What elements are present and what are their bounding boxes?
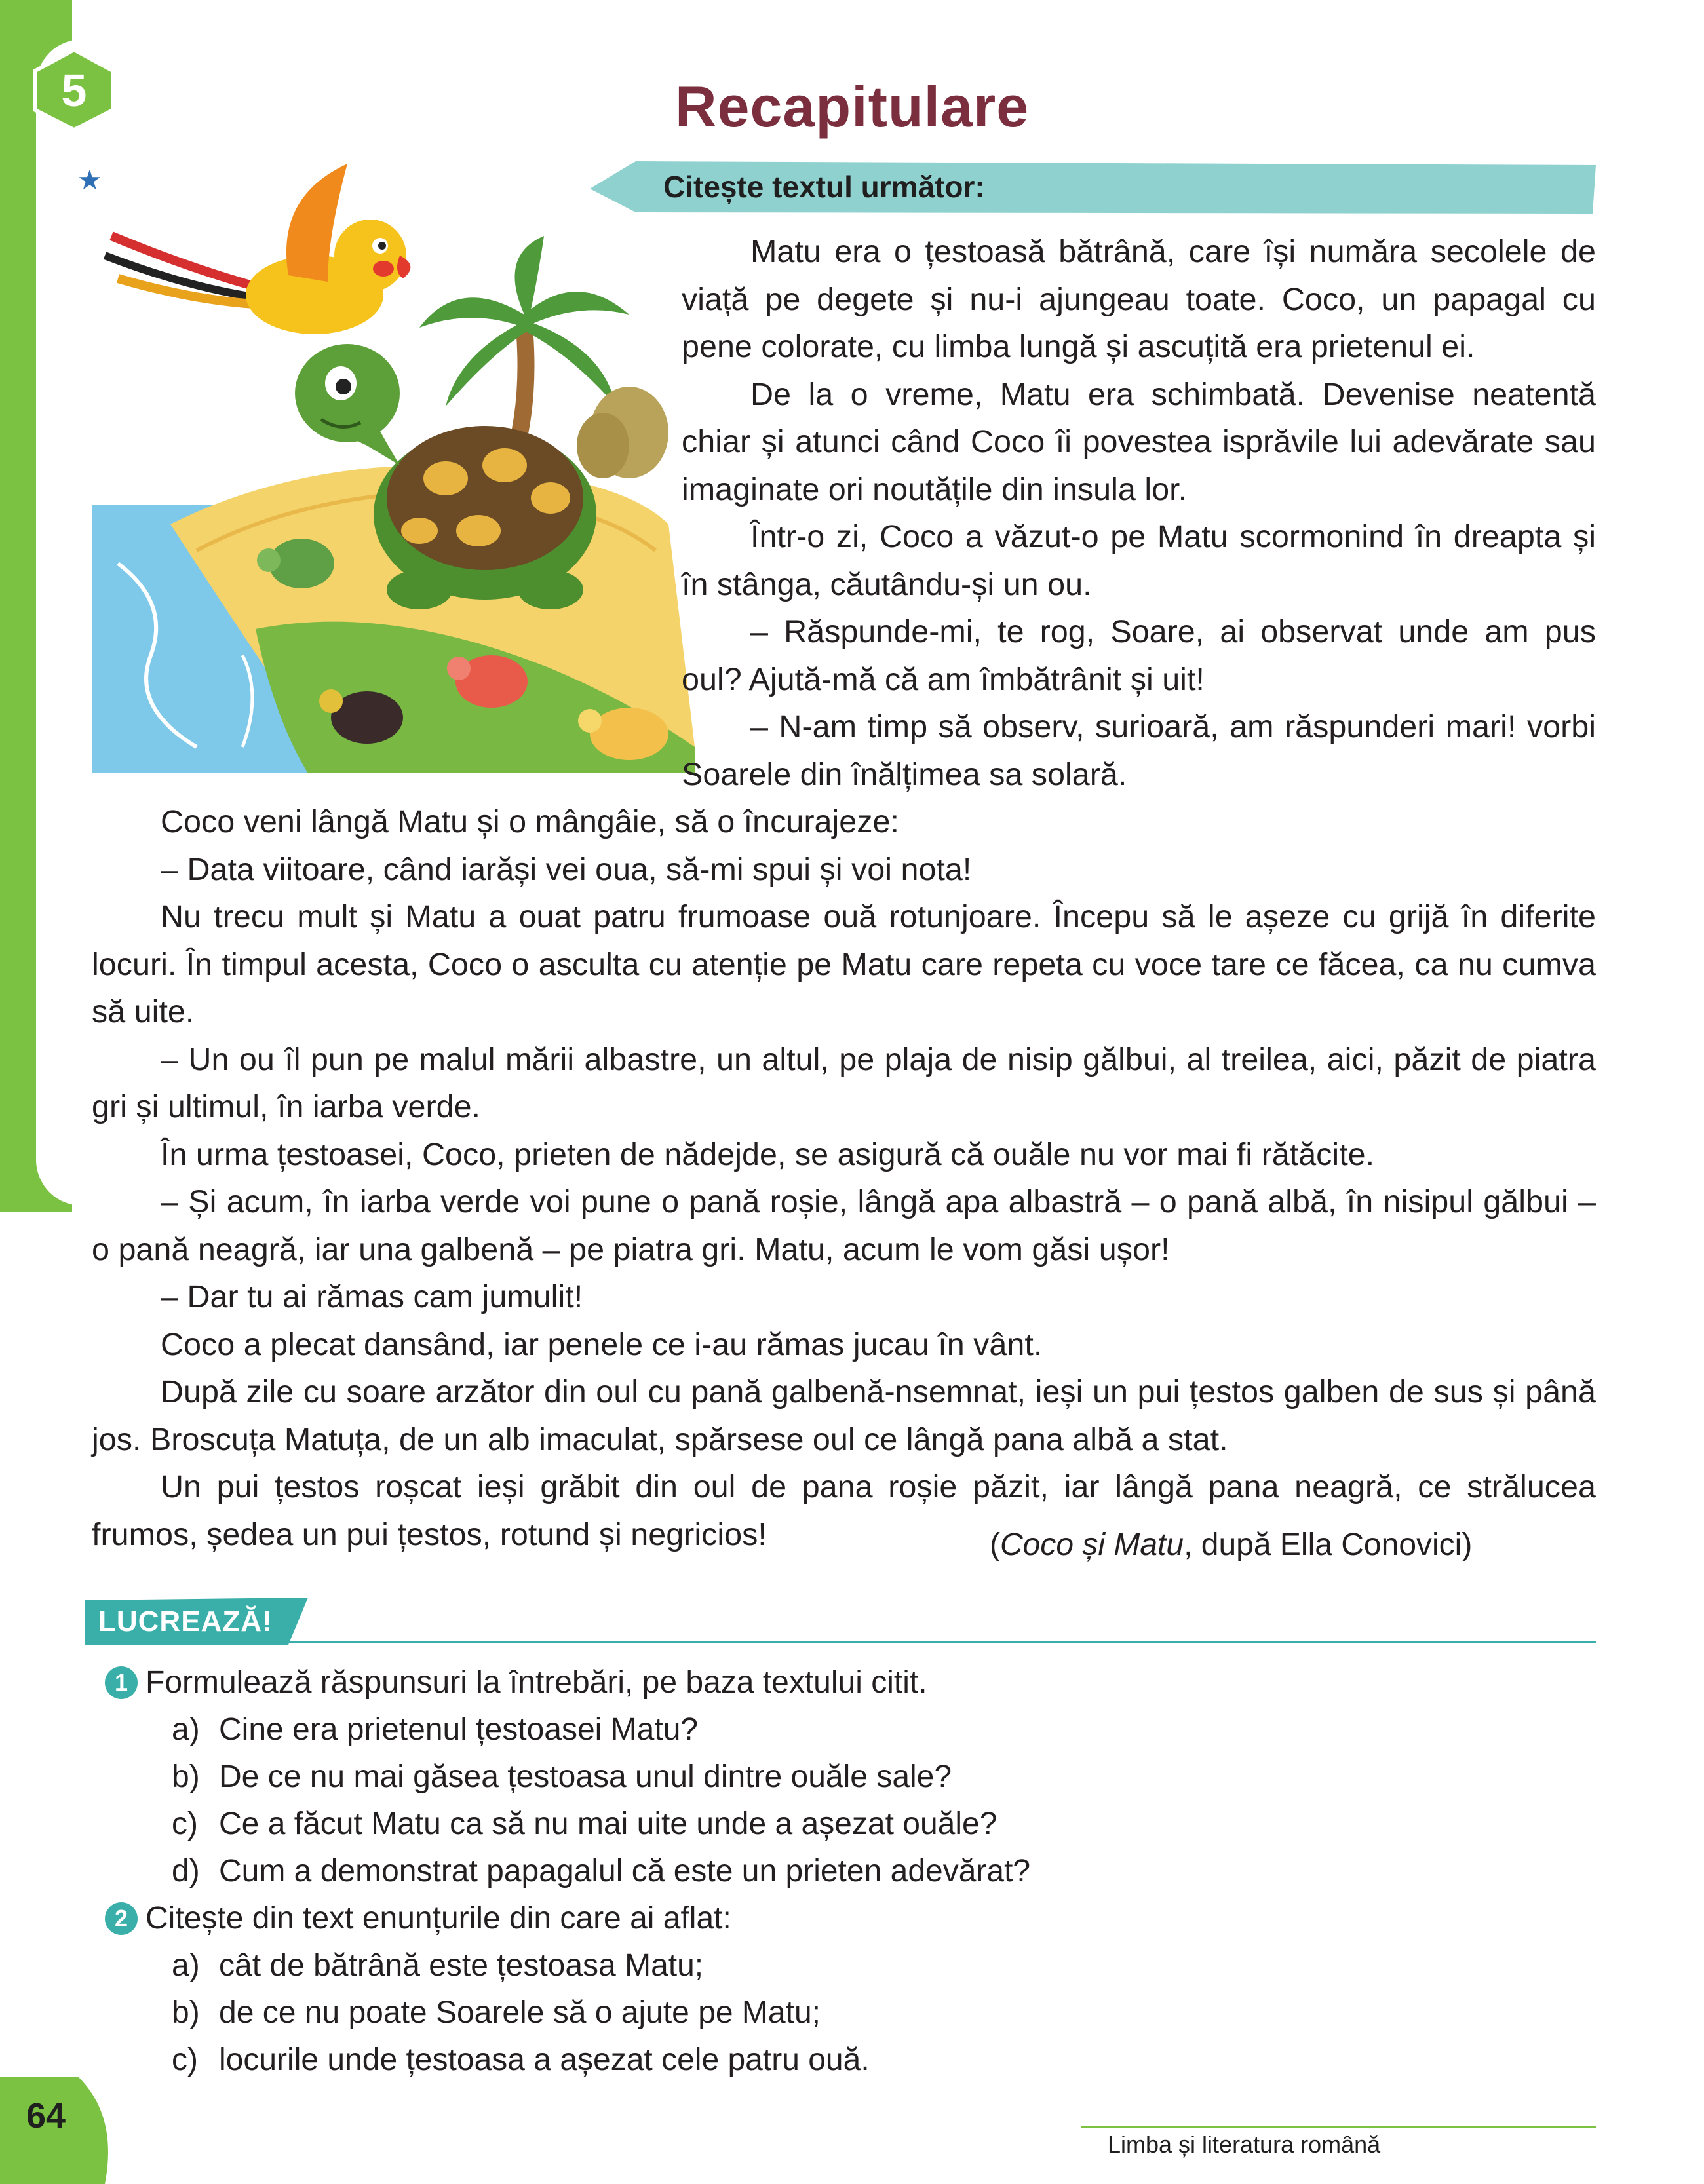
item-label: b) xyxy=(172,1995,200,2030)
item-text: cât de bătrână este țestoasa Matu; xyxy=(219,1948,704,1983)
story-paragraph: – Dar tu ai rămas cam jumulit! xyxy=(161,1279,583,1314)
instruction-text: Citește textul următor: xyxy=(663,170,985,204)
item-text: de ce nu poate Soarele să o ajute pe Matu; xyxy=(219,1995,821,2030)
exercise-2-item-b xyxy=(172,1989,821,2037)
item-text: Cine era prietenul țestoasei Matu? xyxy=(219,1712,699,1747)
citation-author: , după Ella Conovici) xyxy=(1184,1527,1473,1562)
story-paragraph: După zile cu soare arzător din oul cu pană galbenă-nsemnat, ieși un pui țestos galben de sus și până jos. Broscuța Matuța, de un alb imaculat, spărsese oul ce lângă pana albă a stat. xyxy=(92,1374,1596,1457)
item-text: De ce nu mai găsea țestoasa unul dintre ouăle sale? xyxy=(219,1759,952,1794)
story-text-full-width xyxy=(92,798,1596,1558)
story-paragraph: – N-am timp să observ, surioară, am răspunderi mari! vorbi Soarele din înălțimea sa solară. xyxy=(682,709,1596,792)
story-paragraph: Coco veni lângă Matu și o mângâie, să o încurajeze: xyxy=(161,804,899,839)
exercise-2-prompt: Citește din text enunțurile din care ai aflat: xyxy=(145,1901,731,1936)
story-paragraph: Matu era o țestoasă bătrână, care își număra secolele de viață pe degete și nu-i ajungeau toate. Coco, un papagal cu pene colorate, cu limba lungă și ascuțită era prietenul ei. xyxy=(682,234,1596,364)
story-paragraph: Într-o zi, Coco a văzut-o pe Matu scormonind în dreapta și în stânga, căutându-și un ou. xyxy=(682,519,1596,602)
item-label: c) xyxy=(172,1807,198,1841)
parrot-shape xyxy=(105,164,410,334)
story-paragraph: Coco a plecat dansând, iar penele ce i-au rămas jucau în vânt. xyxy=(161,1326,1043,1362)
citation-open: ( xyxy=(990,1527,1000,1562)
citation-title: Coco și Matu xyxy=(999,1527,1184,1562)
item-text: Ce a făcut Matu ca să nu mai uite unde a așezat ouăle? xyxy=(219,1807,997,1841)
exercise-1-item-a xyxy=(172,1706,698,1753)
story-text-beside-image xyxy=(682,228,1596,798)
item-label: d) xyxy=(172,1854,200,1888)
star-icon: ★ xyxy=(77,164,102,195)
story-paragraph: – Un ou îl pun pe malul mării albastre, un altul, pe plaja de nisip gălbui, al treilea, aici, păzit de piatra gri și ultimul, în iarba verde. xyxy=(92,1041,1596,1124)
story-paragraph: De la o vreme, Matu era schimbată. Devenise neatentă chiar și atunci când Coco îi povestea isprăvile lui adevărate sau imaginate ori noutățile din insula lor. xyxy=(682,376,1596,507)
work-section-label: LUCREAZĂ! xyxy=(98,1605,273,1638)
story-paragraph: – Data viitoare, când iarăși vei oua, să-mi spui și voi nota! xyxy=(161,851,972,887)
exercise-1-number: 1 xyxy=(105,1666,138,1699)
footer-subject: Limba și literatura română xyxy=(1108,2131,1381,2158)
item-text: Cum a demonstrat papagalul că este un prieten adevărat? xyxy=(219,1854,1031,1888)
story-paragraph: Nu trecu mult și Matu a ouat patru frumoase ouă rotunjoare. Începu să le așeze cu grijă în diferite locuri. În timpul acesta, Coco o asculta cu atenție pe Matu care repeta cu voce tare ce făcea, ca nu cumva să uite. xyxy=(92,899,1596,1029)
item-label: c) xyxy=(172,2042,198,2077)
page-number: 64 xyxy=(26,2096,66,2136)
item-label: a) xyxy=(172,1948,200,1983)
story-paragraph: În urma țestoasei, Coco, prieten de nădejde, se asigură că ouăle nu vor mai fi rătăcite. xyxy=(161,1136,1375,1172)
story-paragraph: – Răspunde-mi, te rog, Soare, ai observat unde am pus oul? Ajută-mă că am îmbătrânit și uit! xyxy=(682,614,1596,697)
page-title: Recapitulare xyxy=(675,74,1030,139)
exercise-2-item-a xyxy=(172,1942,703,1989)
story-citation xyxy=(990,1527,1472,1563)
work-section-divider xyxy=(288,1641,1596,1643)
lesson-number: 5 xyxy=(61,65,87,116)
item-label: a) xyxy=(172,1712,200,1747)
exercise-2-number: 2 xyxy=(105,1902,138,1935)
exercise-1-item-c xyxy=(172,1801,997,1848)
item-text: locurile unde țestoasa a așezat cele patru ouă. xyxy=(219,2042,870,2077)
item-label: b) xyxy=(172,1759,200,1794)
story-paragraph: – Și acum, în iarba verde voi pune o pană roșie, lângă apa albastră – o pană albă, în nisipul gălbui – o pană neagră, iar una galbenă – pe piatra gri. Matu, acum le vom găsi ușor! xyxy=(92,1184,1596,1267)
exercise-2-item-c xyxy=(172,2037,870,2084)
exercise-1-item-d xyxy=(172,1848,1030,1895)
story-illustration xyxy=(92,157,695,773)
exercise-1-item-b xyxy=(172,1753,952,1801)
story-paragraph: Un pui țestos roșcat ieși grăbit din oul de pana roșie păzit, iar lângă pana neagră, ce strălucea frumos, ședea un pui țestos, rotund și negricios! xyxy=(92,1469,1596,1552)
footer-divider xyxy=(1081,2126,1596,2128)
exercise-1-prompt: Formulează răspunsuri la întrebări, pe baza textului citit. xyxy=(145,1665,927,1700)
